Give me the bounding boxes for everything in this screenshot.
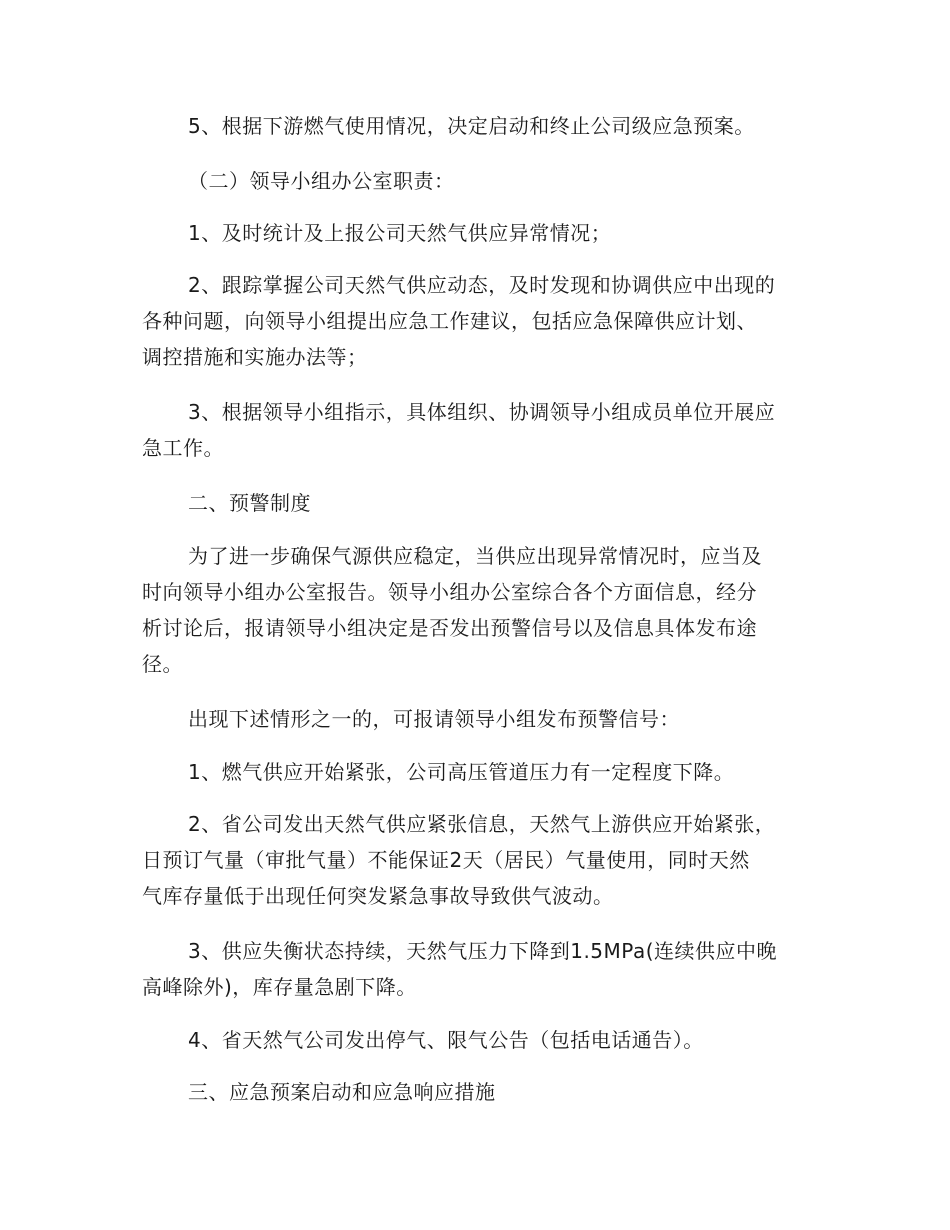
paragraph-line: 急工作。 <box>142 436 224 460</box>
paragraph-line: 各种问题，向领导小组提出应急工作建议，包括应急保障供应计划、 <box>142 309 757 333</box>
paragraph-line: 日预订气量（审批气量）不能保证2天（居民）气量使用，同时天然 <box>142 848 750 872</box>
paragraph-line: 1、燃气供应开始紧张，公司高压管道压力有一定程度下降。 <box>188 760 735 784</box>
paragraph-line: 4、省天然气公司发出停气、限气公告（包括电话通告）。 <box>188 1028 704 1052</box>
paragraph-line: 5、根据下游燃气使用情况，决定启动和终止公司级应急预案。 <box>188 114 755 138</box>
paragraph-line: 析讨论后，报请领导小组决定是否发出预警信号以及信息具体发布途 <box>142 616 757 640</box>
paragraph-line: 时向领导小组办公室报告。领导小组办公室综合各个方面信息，经分 <box>142 580 757 604</box>
paragraph-line: 为了进一步确保气源供应稳定，当供应出现异常情况时，应当及 <box>188 544 762 568</box>
section-heading: （二）领导小组办公室职责： <box>188 169 455 193</box>
paragraph-line: 出现下述情形之一的，可报请领导小组发布预警信号： <box>188 707 680 731</box>
paragraph-line: 高峰除外)，库存量急剧下降。 <box>142 975 417 999</box>
paragraph-line: 径。 <box>142 652 183 676</box>
paragraph-line: 3、根据领导小组指示，具体组织、协调领导小组成员单位开展应 <box>188 400 776 424</box>
section-heading: 三、应急预案启动和应急响应措施 <box>188 1080 496 1104</box>
paragraph-line: 调控措施和实施办法等； <box>142 345 368 369</box>
section-heading: 二、预警制度 <box>188 491 311 515</box>
paragraph-line: 气库存量低于出现任何突发紧急事故导致供气波动。 <box>142 884 614 908</box>
paragraph-line: 2、省公司发出天然气供应紧张信息，天然气上游供应开始紧张， <box>188 812 776 836</box>
paragraph-line: 1、及时统计及上报公司天然气供应异常情况； <box>188 221 612 245</box>
paragraph-line: 2、跟踪掌握公司天然气供应动态，及时发现和协调供应中出现的 <box>188 273 776 297</box>
paragraph-line: 3、供应失衡状态持续，天然气压力下降到1.5MPa(连续供应中晚 <box>188 939 778 963</box>
